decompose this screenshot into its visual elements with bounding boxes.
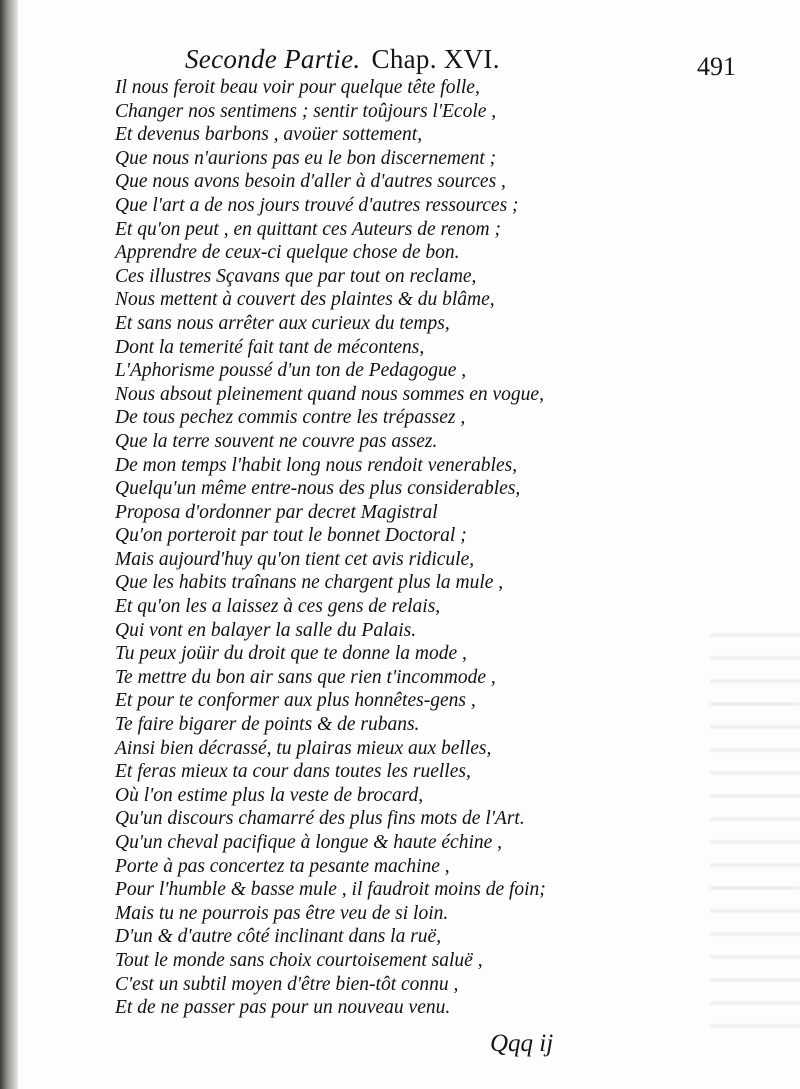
verse-line: Que nous avons besoin d'aller à d'autres sources ,: [115, 171, 506, 193]
verse-line: C'est un subtil moyen d'être bien-tôt connu ,: [115, 973, 459, 995]
verse-line: Qu'un cheval pacifique à longue & haute échine ,: [115, 832, 503, 853]
verse-line: Qu'on porteroit par tout le bonnet Doctoral ;: [115, 525, 467, 547]
verse-line: L'Aphorisme poussé d'un ton de Pedagogue ,: [115, 360, 467, 382]
verse-line: Et feras mieux ta cour dans toutes les ruelles,: [115, 761, 471, 783]
verse-line: Te faire bigarer de points & de rubans.: [115, 714, 420, 736]
verse-line: Mais tu ne pourrois pas être veu de si loin.: [115, 902, 449, 924]
verse-block: [115, 76, 585, 1020]
verse-line: De tous pechez commis contre les trépassez ,: [115, 407, 466, 429]
verse-line: De mon temps l'habit long nous rendoit venerables,: [115, 454, 518, 476]
verse-line: Pour l'humble & basse mule , il faudroit moins de foin;: [115, 879, 546, 901]
verse-line: Et de ne passer pas pour un nouveau venu.: [115, 997, 451, 1019]
verse-line: Tout le monde sans choix courtoisement saluë ,: [115, 949, 483, 971]
verse-line: Où l'on estime plus la veste de brocard,: [115, 784, 424, 806]
signature-mark: Qqq ij: [490, 1030, 554, 1057]
verse-line: Et sans nous arrêter aux curieux du temps,: [115, 312, 450, 334]
verse-line: Et qu'on peut , en quittant ces Auteurs de renom ;: [115, 218, 501, 240]
verse-line: Dont la temerité fait tant de mécontens,: [115, 336, 425, 358]
verse-line: Ainsi bien décrassé, tu plairas mieux aux belles,: [115, 737, 492, 759]
header-chapter: Chap. XVI.: [371, 44, 500, 74]
header-part: Seconde Partie.: [185, 44, 361, 74]
verse-line: Et pour te conformer aux plus honnêtes-gens ,: [115, 690, 476, 712]
verse-line: Nous mettent à couvert des plaintes & du blâme,: [115, 289, 495, 311]
verse-line: Qui vont en balayer la salle du Palais.: [115, 619, 417, 641]
verse-line: Tu peux joüir du droit que te donne la mode ,: [115, 643, 467, 665]
verse-line: Ces illustres Sçavans que par tout on reclame,: [115, 265, 477, 287]
verse-line: Quelqu'un même entre-nous des plus considerables,: [115, 478, 521, 500]
verse-line: Qu'un discours chamarré des plus fins mots de l'Art.: [115, 808, 525, 830]
page-number: 491: [697, 52, 736, 81]
verse-line: Nous absout pleinement quand nous sommes en vogue,: [115, 383, 544, 405]
running-header: [185, 44, 585, 80]
verse-line: Apprendre de ceux-ci quelque chose de bon.: [115, 242, 460, 264]
verse-line: Changer nos sentimens ; sentir toûjours l'Ecole ,: [115, 100, 497, 122]
verse-line: Et devenus barbons , avoüer sottement,: [115, 124, 423, 146]
show-through-text: [710, 620, 800, 1040]
verse-line: Que la terre souvent ne couvre pas assez.: [115, 430, 438, 452]
verse-line: Te mettre du bon air sans que rien t'incommode ,: [115, 666, 496, 688]
verse-line: Que les habits traînans ne chargent plus la mule ,: [115, 572, 504, 594]
verse-line: Que l'art a de nos jours trouvé d'autres ressources ;: [115, 194, 519, 216]
verse-line: Que nous n'aurions pas eu le bon discernement ;: [115, 147, 497, 169]
verse-line: Il nous feroit beau voir pour quelque tête folle,: [115, 77, 480, 98]
verse-line: Porte à pas concertez ta pesante machine ,: [115, 855, 450, 877]
verse-line: Et qu'on les a laissez à ces gens de relais,: [115, 596, 441, 618]
page-gutter-shadow: [0, 0, 18, 1089]
verse-line: Proposa d'ordonner par decret Magistral: [115, 501, 438, 523]
verse-line: D'un & d'autre côté inclinant dans la ruë,: [115, 926, 442, 948]
verse-line: Mais aujourd'huy qu'on tient cet avis ridicule,: [115, 548, 475, 570]
